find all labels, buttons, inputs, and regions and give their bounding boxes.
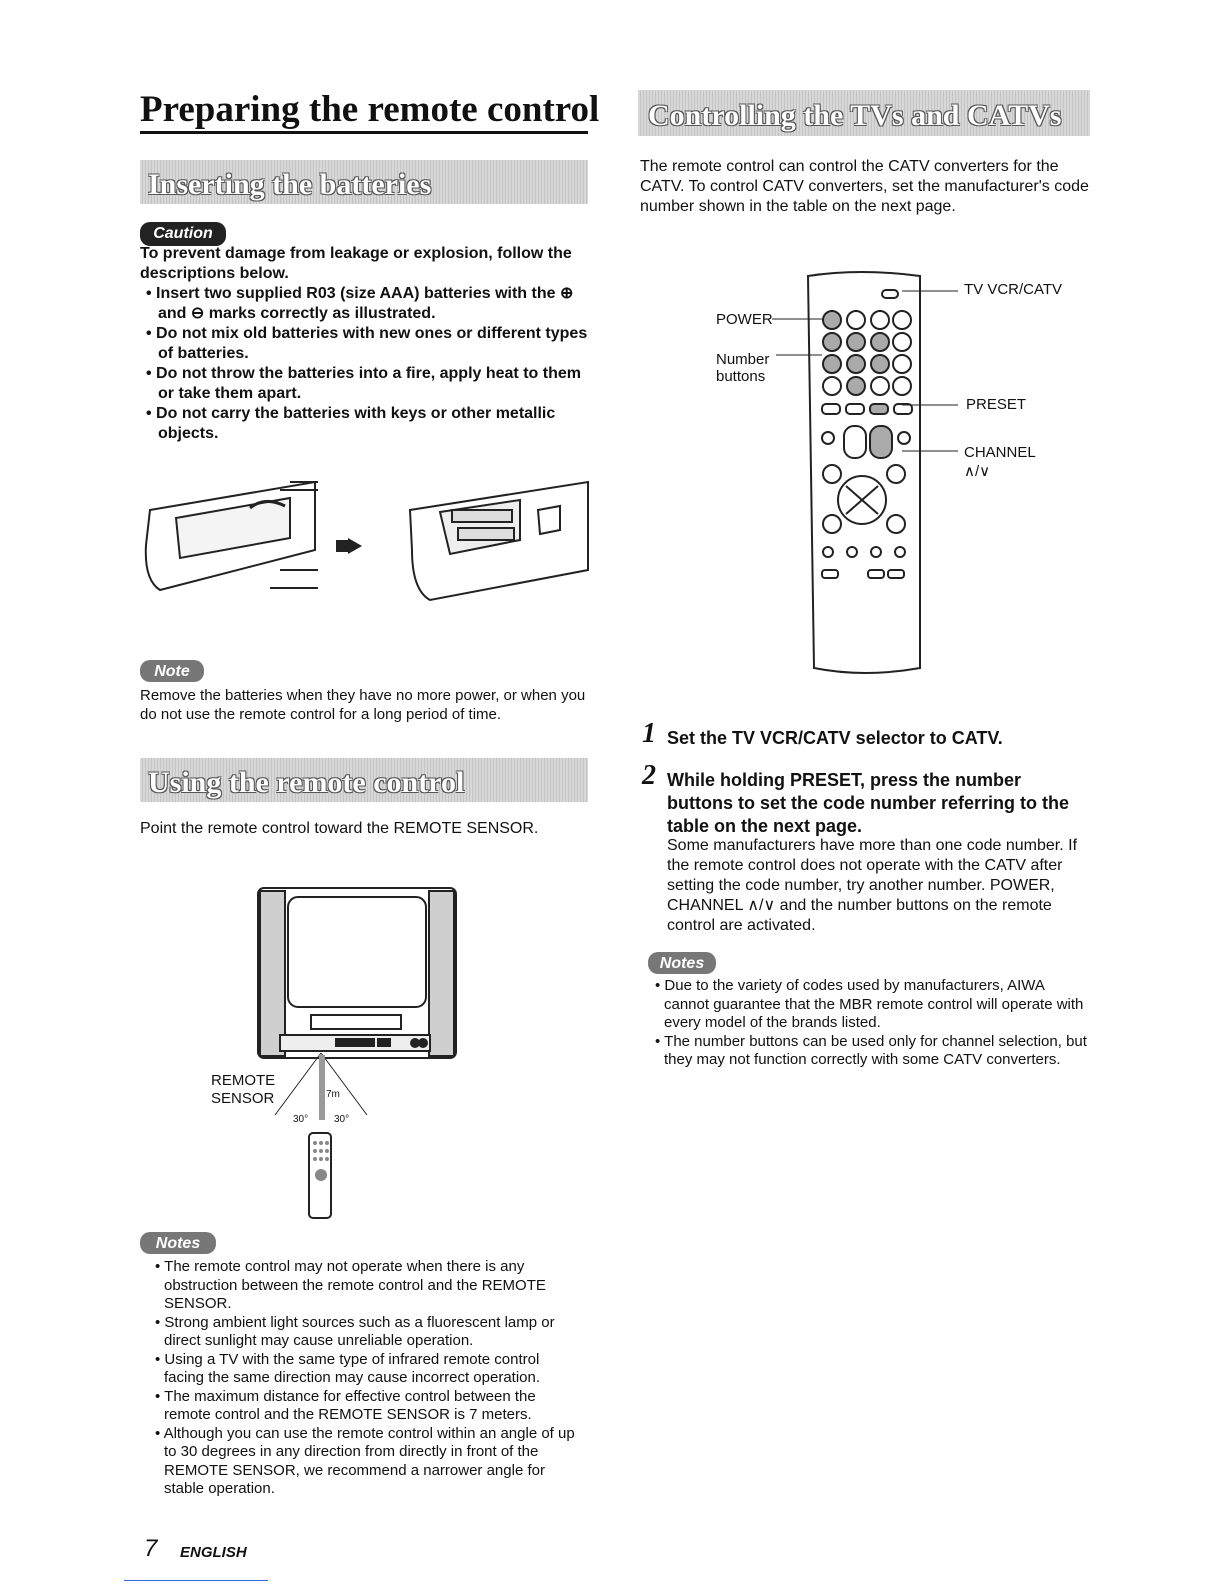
caution-intro: To prevent damage from leakage or explosion, follow the descriptions below.: [140, 245, 572, 282]
caution-item: • Insert two supplied R03 (size AAA) batteries with the ⊕ and ⊖ marks correctly as illustrated.: [146, 285, 574, 322]
controlling-intro-text: The remote control can control the CATV converters for the CATV. To control CATV converters, set the manufacturer's code number shown in the table on the next page.: [640, 158, 1089, 215]
section-heading-inserting: Inserting the batteries: [140, 160, 588, 204]
caution-text: [140, 244, 590, 444]
caution-item: • Do not mix old batteries with new ones or different types of batteries.: [146, 325, 588, 362]
list-item: • Using a TV with the same type of infrared remote control facing the same direction may cause incorrect operation.: [155, 1350, 541, 1386]
callout-lines: [772, 285, 962, 465]
section-heading-controlling: Controlling the TVs and CATVs: [638, 90, 1090, 136]
caution-item: • Do not throw the batteries into a fire, apply heat to them or take them apart.: [146, 365, 581, 402]
list-item: • The maximum distance for effective control between the remote control and the REMOTE SENSOR is 7 meters.: [155, 1387, 536, 1423]
power-label: POWER: [716, 311, 773, 328]
controlling-notes-list: [652, 977, 1087, 1070]
using-intro-text: Point the remote control toward the REMOTE SENSOR.: [140, 820, 539, 837]
distance-label: 7m: [326, 1089, 340, 1100]
caution-badge: Caution: [140, 222, 226, 246]
section-heading-using: Using the remote control: [140, 758, 588, 802]
channel-label: CHANNEL ∧/∨: [964, 444, 1036, 480]
title-underline: [140, 131, 588, 134]
tv-remote-sensor-illustration: [255, 885, 460, 1225]
step-number: 1: [642, 718, 656, 749]
battery-insertion-illustration: [140, 470, 590, 610]
language-label: ENGLISH: [180, 1544, 247, 1561]
step-title: While holding PRESET, press the number buttons to set the code number referring to the table on the next page.: [667, 770, 1070, 836]
angle-right-label: 30°: [334, 1114, 350, 1125]
page-number: 7: [144, 1535, 158, 1562]
note-badge: Note: [140, 660, 204, 682]
step-title: Set the TV VCR/CATV selector to CATV.: [667, 728, 1003, 748]
tv-vcr-catv-label: TV VCR/CATV: [964, 281, 1063, 298]
list-item: • The remote control may not operate when there is any obstruction between the remote control and the REMOTE SENSOR.: [155, 1258, 546, 1312]
caution-item: • Do not carry the batteries with keys or other metallic objects.: [146, 405, 556, 442]
step-body: Some manufacturers have more than one code number. If the remote control does not operate with the CATV after setting the code number, try another number. POWER, CHANNEL ∧/∨ and the number buttons on the remote control are activated.: [667, 837, 1078, 934]
notes-badge: Notes: [648, 952, 716, 974]
list-item: • Due to the variety of codes used by manufacturers, AIWA cannot guarantee that the MBR remote control will operate with every model of the brands listed.: [655, 977, 1084, 1031]
list-item: • The number buttons can be used only for channel selection, but they may not function correctly with some CATV converters.: [655, 1032, 1087, 1068]
using-notes-list: [152, 1258, 582, 1499]
angle-left-label: 30°: [293, 1114, 309, 1125]
preset-label: PRESET: [966, 396, 1027, 413]
list-item: • Although you can use the remote control within an angle of up to 30 degrees in any direction from directly in front of the REMOTE SENSOR, we recommend a narrower angle for stable operation.: [155, 1424, 575, 1497]
step-number: 2: [642, 760, 656, 791]
list-item: • Strong ambient light sources such as a fluorescent lamp or direct sunlight may cause unreliable operation.: [155, 1313, 555, 1349]
remote-sensor-label: REMOTE SENSOR: [211, 1072, 276, 1107]
notes-badge: Notes: [140, 1232, 216, 1254]
footer-divider: [124, 1580, 268, 1581]
number-buttons-label: Number buttons: [716, 351, 770, 385]
battery-note-text: Remove the batteries when they have no more power, or when you do not use the remote control for a long period of time.: [140, 687, 586, 723]
page-title: Preparing the remote control: [140, 89, 600, 130]
